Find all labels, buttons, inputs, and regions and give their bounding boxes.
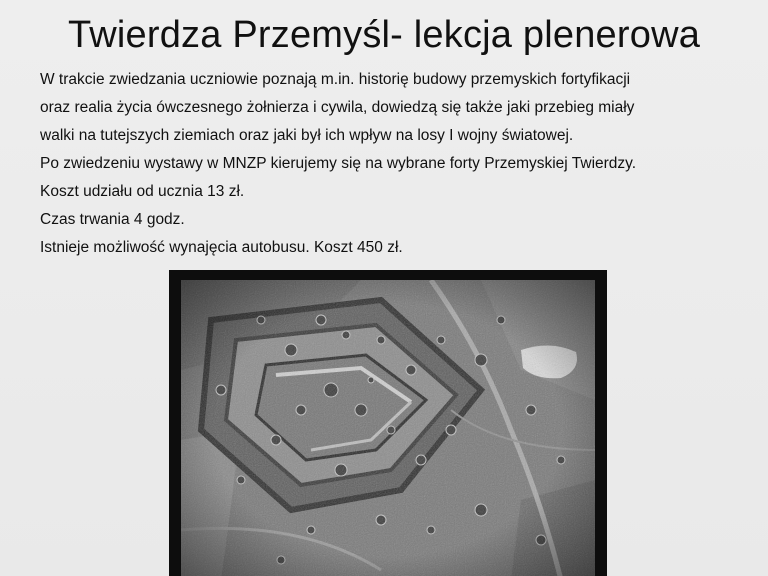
- body-line: Po zwiedzeniu wystawy w MNZP kierujemy się na wybrane forty Przemyskiej Twierdzy.: [40, 155, 637, 172]
- slide-body: [40, 66, 740, 262]
- aerial-fort-photo: [181, 280, 595, 576]
- body-line: Istnieje możliwość wynajęcia autobusu. Koszt 450 zł.: [40, 239, 403, 256]
- slide-title: Twierdza Przemyśl- lekcja plenerowa: [67, 14, 701, 56]
- body-line: oraz realia życia ówczesnego żołnierza i cywila, dowiedzą się także jaki przebieg miały: [40, 99, 635, 116]
- body-line: W trakcie zwiedzania uczniowie poznają m.in. historię budowy przemyskich fortyfikacji: [40, 71, 631, 88]
- aerial-photo-graphic: [181, 280, 595, 576]
- body-line: walki na tutejszych ziemiach oraz jaki był ich wpływ na losy I wojny światowej.: [40, 127, 574, 144]
- photo-frame: [169, 270, 607, 576]
- body-line: Czas trwania 4 godz.: [40, 211, 185, 228]
- body-line: Koszt udziału od ucznia 13 zł.: [40, 183, 245, 200]
